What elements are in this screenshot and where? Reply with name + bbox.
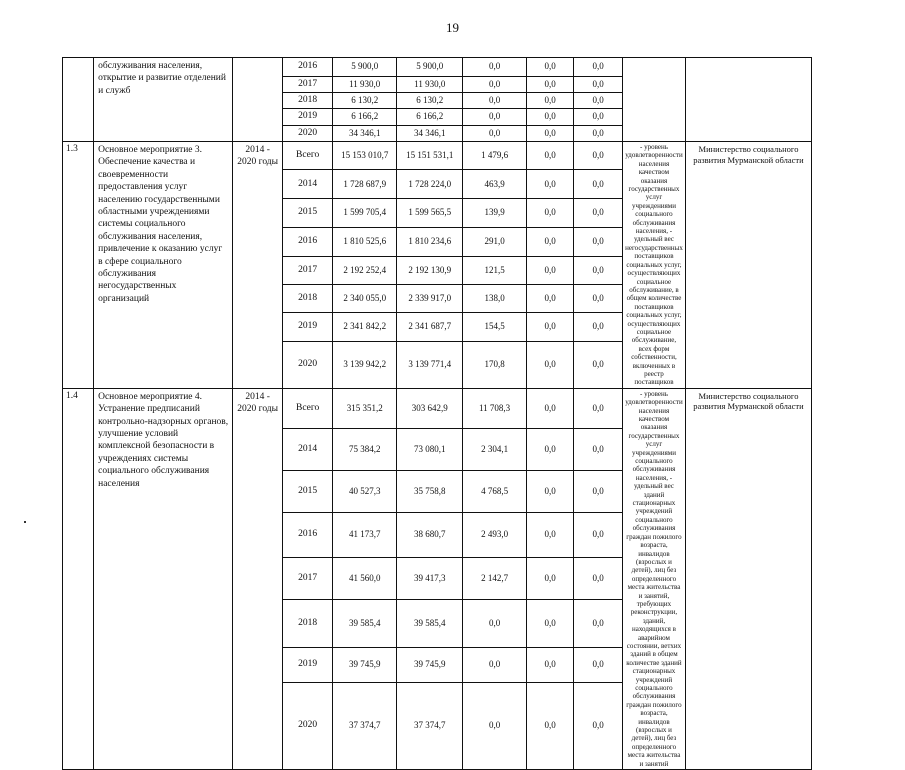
year-cell: 2020 xyxy=(283,342,333,388)
indicators-cell: - уровень удовлетворенности населения качеством оказания государственных услуг учреждениями социального обслуживания населения, - удельный вес зданий стационарных учреждений социального обслуживания граждан пожилого возраста, инвалидов (взрослых и детей), лиц без определенного места жительства и занятий, требующих реконструкции, зданий, находящихся в аварийном состоянии, ветхих зданий в общем количестве зданий стационарных учреждений социального обслуживания граждан пожилого возраста, инвалидов (взрослых и детей), лиц без определенного места жительства и занятий xyxy=(623,388,686,769)
table-row xyxy=(63,58,905,77)
year-cell: Всего xyxy=(283,142,333,170)
amount-cell: 154,5 xyxy=(463,313,527,342)
year-cell: 2020 xyxy=(283,682,333,770)
amount-cell: 0,0 xyxy=(526,109,573,126)
amount-cell: 1 479,6 xyxy=(463,142,527,170)
year-cell: 2017 xyxy=(283,77,333,93)
amount-cell: 0,0 xyxy=(526,512,573,557)
amount-cell: 0,0 xyxy=(463,682,527,770)
amount-cell: 2 339 917,0 xyxy=(397,284,463,312)
year-cell: Всего xyxy=(283,388,333,428)
amount-cell: 0,0 xyxy=(526,313,573,342)
activity-name-cell: Основное мероприятие 4. Устранение предписаний контрольно-надзорных органов, улучшение условий комплексной безопасности в учреждениях системы социального обслуживания населения xyxy=(94,388,233,769)
amount-cell: 6 130,2 xyxy=(333,93,397,109)
year-cell: 2018 xyxy=(283,284,333,312)
amount-cell: 0,0 xyxy=(574,600,623,647)
amount-cell: 1 810 525,6 xyxy=(333,227,397,256)
amount-cell: 0,0 xyxy=(463,600,527,647)
year-cell: 2018 xyxy=(283,93,333,109)
amount-cell: 2 493,0 xyxy=(463,512,527,557)
amount-cell: 5 900,0 xyxy=(397,58,463,77)
amount-cell: 2 142,7 xyxy=(463,558,527,600)
amount-cell: 75 384,2 xyxy=(333,429,397,471)
amount-cell: 37 374,7 xyxy=(397,682,463,770)
amount-cell: 0,0 xyxy=(526,227,573,256)
index-cell xyxy=(63,58,94,142)
amount-cell: 0,0 xyxy=(574,558,623,600)
year-cell: 2015 xyxy=(283,199,333,227)
amount-cell: 0,0 xyxy=(574,93,623,109)
amount-cell: 0,0 xyxy=(526,470,573,512)
executor-cell: Министерство социального развития Мурманской области xyxy=(685,388,811,769)
year-cell: 2017 xyxy=(283,256,333,284)
amount-cell: 0,0 xyxy=(574,647,623,682)
year-cell: 2019 xyxy=(283,647,333,682)
amount-cell: 5 900,0 xyxy=(333,58,397,77)
amount-cell: 0,0 xyxy=(574,256,623,284)
amount-cell: 0,0 xyxy=(463,77,527,93)
scan-speck xyxy=(24,521,26,523)
amount-cell: 6 166,2 xyxy=(397,109,463,126)
amount-cell: 170,8 xyxy=(463,342,527,388)
amount-cell: 0,0 xyxy=(526,388,573,428)
year-cell: 2016 xyxy=(283,227,333,256)
amount-cell: 1 599 565,5 xyxy=(397,199,463,227)
amount-cell: 2 341 687,7 xyxy=(397,313,463,342)
amount-cell: 3 139 771,4 xyxy=(397,342,463,388)
amount-cell: 0,0 xyxy=(526,142,573,170)
amount-cell: 37 374,7 xyxy=(333,682,397,770)
amount-cell: 1 599 705,4 xyxy=(333,199,397,227)
amount-cell: 73 080,1 xyxy=(397,429,463,471)
indicators-cell xyxy=(623,58,686,142)
amount-cell: 0,0 xyxy=(574,342,623,388)
amount-cell: 39 745,9 xyxy=(333,647,397,682)
year-cell: 2016 xyxy=(283,512,333,557)
amount-cell: 0,0 xyxy=(463,109,527,126)
amount-cell: 121,5 xyxy=(463,256,527,284)
amount-cell: 303 642,9 xyxy=(397,388,463,428)
amount-cell: 0,0 xyxy=(526,647,573,682)
amount-cell: 39 585,4 xyxy=(333,600,397,647)
amount-cell: 0,0 xyxy=(574,682,623,770)
year-cell: 2015 xyxy=(283,470,333,512)
period-cell: 2014 - 2020 годы xyxy=(233,388,283,769)
amount-cell: 39 745,9 xyxy=(397,647,463,682)
amount-cell: 6 130,2 xyxy=(397,93,463,109)
amount-cell: 40 527,3 xyxy=(333,470,397,512)
activity-name-cell: обслуживания населения, открытие и развитие отделений и служб xyxy=(94,58,233,142)
amount-cell: 2 192 130,9 xyxy=(397,256,463,284)
amount-cell: 463,9 xyxy=(463,170,527,199)
amount-cell: 0,0 xyxy=(526,58,573,77)
amount-cell: 38 680,7 xyxy=(397,512,463,557)
year-cell: 2019 xyxy=(283,313,333,342)
amount-cell: 35 758,8 xyxy=(397,470,463,512)
period-cell: 2014 - 2020 годы xyxy=(233,142,283,389)
amount-cell: 0,0 xyxy=(463,58,527,77)
amount-cell: 0,0 xyxy=(574,227,623,256)
index-cell: 1.4 xyxy=(63,388,94,769)
amount-cell: 0,0 xyxy=(463,647,527,682)
executor-cell: Министерство социального развития Мурманской области xyxy=(685,142,811,389)
amount-cell: 0,0 xyxy=(526,93,573,109)
amount-cell: 138,0 xyxy=(463,284,527,312)
year-cell: 2019 xyxy=(283,109,333,126)
amount-cell: 291,0 xyxy=(463,227,527,256)
amount-cell: 0,0 xyxy=(574,313,623,342)
amount-cell: 0,0 xyxy=(526,682,573,770)
year-cell: 2014 xyxy=(283,170,333,199)
amount-cell: 11 930,0 xyxy=(333,77,397,93)
amount-cell: 6 166,2 xyxy=(333,109,397,126)
amount-cell: 15 153 010,7 xyxy=(333,142,397,170)
amount-cell: 0,0 xyxy=(463,126,527,142)
amount-cell: 0,0 xyxy=(574,77,623,93)
amount-cell: 0,0 xyxy=(526,126,573,142)
year-cell: 2020 xyxy=(283,126,333,142)
amount-cell: 0,0 xyxy=(526,600,573,647)
amount-cell: 315 351,2 xyxy=(333,388,397,428)
amount-cell: 11 708,3 xyxy=(463,388,527,428)
amount-cell: 0,0 xyxy=(574,512,623,557)
amount-cell: 41 173,7 xyxy=(333,512,397,557)
table-row xyxy=(63,142,905,170)
amount-cell: 15 151 531,1 xyxy=(397,142,463,170)
year-cell: 2014 xyxy=(283,429,333,471)
activity-name-cell: Основное мероприятие 3. Обеспечение качества и своевременности предоставления услуг населению государственными областными учреждениями системы социального обслуживания населения, привлечение к оказанию услуг в сфере социального обслуживания негосударственных организаций xyxy=(94,142,233,389)
executor-cell xyxy=(685,58,811,142)
amount-cell: 1 728 687,9 xyxy=(333,170,397,199)
table-row xyxy=(63,388,905,428)
amount-cell: 0,0 xyxy=(574,199,623,227)
amount-cell: 0,0 xyxy=(526,77,573,93)
amount-cell: 0,0 xyxy=(574,429,623,471)
amount-cell: 0,0 xyxy=(574,142,623,170)
amount-cell: 39 585,4 xyxy=(397,600,463,647)
amount-cell: 0,0 xyxy=(574,470,623,512)
amount-cell: 2 340 055,0 xyxy=(333,284,397,312)
amount-cell: 0,0 xyxy=(526,558,573,600)
amount-cell: 1 728 224,0 xyxy=(397,170,463,199)
indicators-cell: - уровень удовлетворенности населения качеством оказания государственных услуг учреждениями социального обслуживания населения, - удельный вес негосударственных поставщиков социальных услуг, осуществляющих социальное обслуживание, в общем количестве поставщиков социальных услуг, осуществляющих социальное обслуживание, всех форм собственности, включенных в реестр поставщиков xyxy=(623,142,686,389)
page-number: 19 xyxy=(446,20,459,35)
amount-cell: 139,9 xyxy=(463,199,527,227)
amount-cell: 2 341 842,2 xyxy=(333,313,397,342)
amount-cell: 0,0 xyxy=(526,199,573,227)
amount-cell: 1 810 234,6 xyxy=(397,227,463,256)
program-activities-table xyxy=(62,57,905,770)
year-cell: 2017 xyxy=(283,558,333,600)
amount-cell: 0,0 xyxy=(526,170,573,199)
amount-cell: 2 304,1 xyxy=(463,429,527,471)
amount-cell: 3 139 942,2 xyxy=(333,342,397,388)
amount-cell: 11 930,0 xyxy=(397,77,463,93)
year-cell: 2018 xyxy=(283,600,333,647)
amount-cell: 2 192 252,4 xyxy=(333,256,397,284)
period-cell xyxy=(233,58,283,142)
amount-cell: 0,0 xyxy=(463,93,527,109)
amount-cell: 39 417,3 xyxy=(397,558,463,600)
amount-cell: 4 768,5 xyxy=(463,470,527,512)
amount-cell: 0,0 xyxy=(574,126,623,142)
amount-cell: 0,0 xyxy=(526,256,573,284)
amount-cell: 0,0 xyxy=(574,170,623,199)
amount-cell: 0,0 xyxy=(526,429,573,471)
amount-cell: 0,0 xyxy=(526,284,573,312)
amount-cell: 34 346,1 xyxy=(397,126,463,142)
amount-cell: 0,0 xyxy=(574,109,623,126)
amount-cell: 0,0 xyxy=(574,388,623,428)
amount-cell: 41 560,0 xyxy=(333,558,397,600)
amount-cell: 0,0 xyxy=(574,284,623,312)
amount-cell: 0,0 xyxy=(574,58,623,77)
index-cell: 1.3 xyxy=(63,142,94,389)
year-cell: 2016 xyxy=(283,58,333,77)
amount-cell: 0,0 xyxy=(526,342,573,388)
amount-cell: 34 346,1 xyxy=(333,126,397,142)
